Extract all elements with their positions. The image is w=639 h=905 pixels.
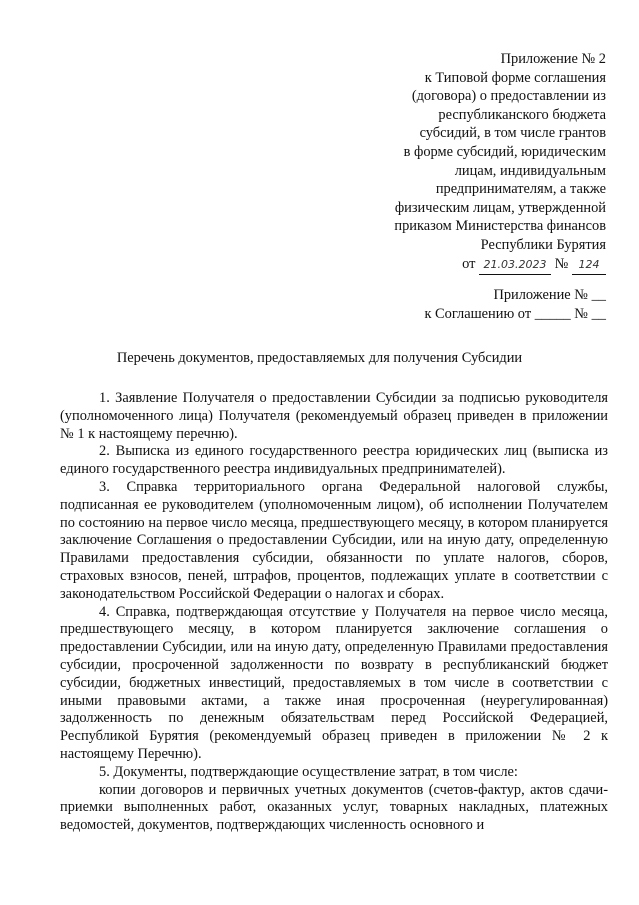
appendix-header-line: субсидий, в том числе грантов [419, 125, 606, 142]
agreement-appendix-line: Приложение № __ [493, 287, 606, 303]
appendix-header-line: предпринимателям, а также [435, 181, 606, 198]
appendix-header-line: к Типовой форме соглашения [424, 69, 606, 86]
date-prefix: от [462, 255, 476, 272]
appendix-header-line: Республики Бурятия [480, 236, 606, 253]
appendix-header-line: лицам, индивидуальным [454, 162, 606, 179]
paragraph: 5. Документы, подтверждающие осуществление затрат, в том числе: [99, 763, 518, 780]
agreement-appendix [306, 286, 606, 323]
appendix-header-line: в форме субсидий, юридическим [403, 143, 606, 160]
paragraph: 1. Заявление Получателя о предоставлении Субсидии за подписью руководителя (уполномоченного лица) Получателя (рекомендуемый образец приведен в приложении № 1 к настоящему перечню). [60, 390, 608, 442]
paragraph: 4. Справка, подтверждающая отсутствие у Получателя на первое число месяца, предшествующего месяцу, в котором планируется заключение соглашения о предоставлении Субсидии, или на иную дату, определенную Правилами предоставления субсидии, просроченной задолженности по возврату в республиканский бюджет субсидии, бюджетных инвестиций, предоставляемых в том числе в соответствии с иными правовыми актами, а также иная просроченная (неурегулированная) задолженность по денежным обязательствам перед Российской Федерацией, Республикой Бурятия (рекомендуемый образец приведен в приложении № 2 к настоящему Перечню). [60, 603, 608, 762]
handwritten-number: 124 [578, 257, 600, 271]
paragraph: 3. Справка территориального органа Федеральной налоговой службы, подписанная ее руководителем (уполномоченным лицом), об исполнении Получателем по состоянию на первое число месяца, предшествующего месяцу, в котором планируется заключение Соглашения о предоставлении Субсидии, или на иную дату, определенную Правилами предоставления субсидии, обязанности по уплате налогов, сборов, страховых взносов, пеней, штрафов, процентов, подлежащих уплате в соответствии с законодательством Российской Федерации о налогах и сборах. [60, 478, 608, 602]
appendix-header-line: приказом Министерства финансов [394, 218, 606, 235]
number-prefix: № [554, 255, 569, 272]
appendix-header-line: (договора) о предоставлении из [411, 88, 606, 105]
agreement-appendix-line: к Соглашению от _____ № __ [424, 305, 606, 322]
document-body [60, 390, 608, 835]
appendix-header-line: Приложение № 2 [500, 51, 606, 67]
document-title: Перечень документов, предоставляемых для получения Субсидии [116, 350, 523, 366]
paragraph: копии договоров и первичных учетных документов (счетов-фактур, актов сдачи-приемки выполненных работ, оказанных услуг, товарных накладных, платежных ведомостей, документов, подтверждающих численность основного и [60, 781, 608, 834]
paragraph: 2. Выписка из единого государственного реестра юридических лиц (выписка из единого государственного реестра индивидуальных предпринимателей). [60, 443, 608, 478]
appendix-header-line: физическим лицам, утвержденной [394, 199, 606, 216]
appendix-header [336, 50, 606, 275]
handwritten-date: 21.03.2023 [483, 257, 547, 271]
order-date-line [336, 255, 606, 276]
appendix-header-line: республиканского бюджета [438, 106, 606, 123]
